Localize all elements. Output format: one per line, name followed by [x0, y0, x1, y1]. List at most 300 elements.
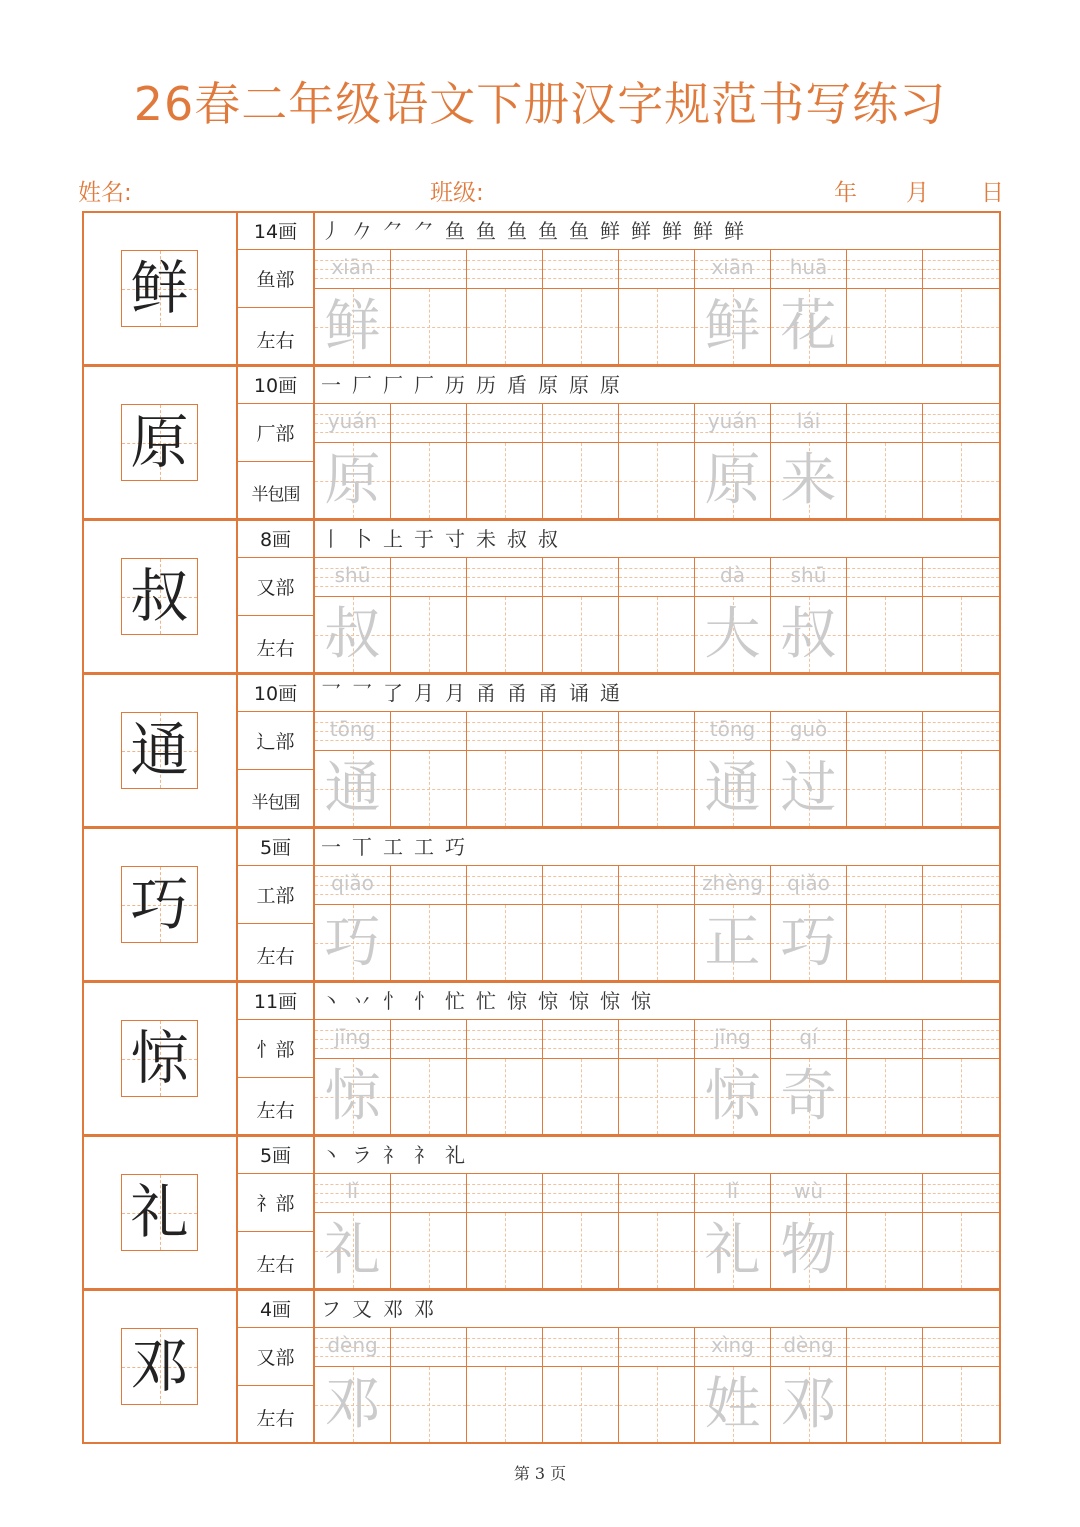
practice-cell[interactable]: [467, 250, 543, 364]
model-character: 通: [130, 716, 189, 784]
character-info: [238, 213, 315, 364]
writing-box: [695, 289, 770, 364]
structure: 左右: [256, 638, 295, 660]
pinyin-box: [543, 558, 618, 597]
model-character-cell: [84, 829, 238, 980]
stroke-count: 10画: [238, 367, 313, 404]
pinyin-box: [315, 558, 390, 597]
writing-box: [695, 1059, 770, 1134]
writing-box: [619, 751, 694, 826]
practice-cell[interactable]: [391, 1020, 467, 1134]
radical: 礻部: [238, 1174, 313, 1232]
writing-box: [467, 289, 542, 364]
writing-box: [391, 597, 466, 672]
practice-cell[interactable]: [543, 1328, 619, 1442]
pinyin-box: [923, 866, 999, 905]
character-trace: 礼: [704, 1218, 761, 1283]
pinyin-trace: zhèng: [702, 871, 763, 895]
character-trace: 姓: [704, 1372, 761, 1437]
practice-cell[interactable]: [467, 866, 543, 980]
stroke-step: 厂: [414, 373, 445, 397]
character-trace: 原: [704, 448, 761, 513]
pinyin-box: [923, 250, 999, 289]
pinyin-box: [695, 1328, 770, 1367]
pinyin-box: [543, 1020, 618, 1059]
writing-box: [847, 289, 922, 364]
practice-grid: [315, 1020, 999, 1134]
writing-box: [847, 1059, 922, 1134]
pinyin-trace: qiǎo: [787, 871, 830, 895]
writing-box: [391, 751, 466, 826]
pinyin-box: [467, 866, 542, 905]
stroke-step: 乛: [352, 681, 383, 705]
structure: 半包围: [251, 485, 300, 505]
pinyin-box: [771, 866, 846, 905]
practice-cell[interactable]: [619, 558, 695, 672]
model-character: 礼: [130, 1178, 189, 1246]
writing-box: [847, 905, 922, 980]
stroke-step: 叔: [507, 527, 538, 551]
stroke-step: 鲜: [600, 219, 631, 243]
practice-cell[interactable]: [923, 1020, 999, 1134]
writing-box: [619, 1213, 694, 1288]
pinyin-box: [315, 866, 390, 905]
pinyin-box: [391, 250, 466, 289]
pinyin-box: [771, 404, 846, 443]
practice-cell[interactable]: [847, 1328, 923, 1442]
practice-cell[interactable]: [695, 1328, 771, 1442]
stroke-order-sequence: [321, 1293, 445, 1325]
pinyin-box: [391, 1328, 466, 1367]
writing-box: [543, 443, 618, 518]
writing-box: [315, 1367, 390, 1442]
writing-box: [315, 905, 390, 980]
writing-box: [619, 1059, 694, 1134]
practice-cell[interactable]: [771, 866, 847, 980]
stroke-step: 鲜: [631, 219, 662, 243]
pinyin-trace: shū: [790, 563, 827, 587]
pinyin-trace: dèng: [327, 1333, 378, 1357]
practice-cell[interactable]: [391, 404, 467, 518]
model-character-box: [121, 712, 198, 789]
practice-cell[interactable]: [543, 1020, 619, 1134]
pinyin-box: [847, 866, 922, 905]
practice-cell[interactable]: [923, 1174, 999, 1288]
practice-cell[interactable]: [543, 404, 619, 518]
practice-grid: [315, 558, 999, 672]
pinyin-box: [619, 1020, 694, 1059]
name-label: 姓名:: [78, 180, 132, 206]
writing-box: [467, 751, 542, 826]
stroke-step: フ: [321, 1297, 352, 1321]
character-trace: 原: [324, 448, 381, 513]
pinyin-box: [695, 866, 770, 905]
character-info: [238, 367, 315, 518]
pinyin-box: [923, 558, 999, 597]
stroke-order-row: [315, 521, 999, 558]
practice-cell[interactable]: [923, 558, 999, 672]
writing-box: [695, 1367, 770, 1442]
class-label: 班级:: [430, 180, 484, 206]
pinyin-box: [923, 1328, 999, 1367]
practice-cell[interactable]: [695, 1174, 771, 1288]
stroke-step: 礼: [445, 1143, 476, 1167]
stroke-step: 礻: [414, 1143, 445, 1167]
pinyin-box: [391, 1174, 466, 1213]
character-trace: 邓: [780, 1372, 837, 1437]
pinyin-box: [695, 1174, 770, 1213]
model-character-box: [121, 1328, 198, 1405]
practice-cell[interactable]: [619, 1328, 695, 1442]
stroke-step: 鱼: [538, 219, 569, 243]
pinyin-box: [391, 558, 466, 597]
writing-box: [695, 597, 770, 672]
pinyin-box: [619, 1174, 694, 1213]
radical: 忄部: [238, 1020, 313, 1078]
character-block: [82, 1289, 1001, 1444]
stroke-step: 原: [538, 373, 569, 397]
stroke-count: 14画: [238, 213, 313, 250]
pinyin-box: [695, 558, 770, 597]
stroke-step: 鱼: [476, 219, 507, 243]
stroke-step: ラ: [352, 1143, 383, 1167]
stroke-step: 甬: [476, 681, 507, 705]
practice-cell[interactable]: [771, 404, 847, 518]
model-character: 鲜: [130, 254, 189, 322]
pinyin-box: [771, 1174, 846, 1213]
pinyin-box: [391, 1020, 466, 1059]
pinyin-box: [543, 404, 618, 443]
stroke-step: 忙: [445, 989, 476, 1013]
practice-cell[interactable]: [695, 404, 771, 518]
stroke-step: 盾: [507, 373, 538, 397]
pinyin-box: [543, 1174, 618, 1213]
stroke-order-sequence: [321, 1139, 476, 1171]
stroke-order-sequence: [321, 985, 662, 1017]
pinyin-trace: jīng: [714, 1025, 751, 1049]
structure: 左右: [256, 1100, 295, 1122]
pinyin-box: [923, 404, 999, 443]
structure: 左右: [256, 946, 295, 968]
character-trace: 大: [704, 602, 761, 667]
model-character-box: [121, 1020, 198, 1097]
practice-cell[interactable]: [771, 1020, 847, 1134]
practice-cell[interactable]: [543, 558, 619, 672]
practice-cell[interactable]: [543, 250, 619, 364]
pinyin-trace: jīng: [334, 1025, 371, 1049]
writing-box: [771, 1213, 846, 1288]
practice-cell[interactable]: [315, 1020, 391, 1134]
writing-box: [619, 597, 694, 672]
practice-cell[interactable]: [543, 866, 619, 980]
character-trace: 礼: [324, 1218, 381, 1283]
practice-grid: [315, 712, 999, 826]
practice-cell[interactable]: [619, 712, 695, 826]
writing-box: [467, 443, 542, 518]
character-trace: 奇: [780, 1064, 837, 1129]
practice-cell[interactable]: [391, 558, 467, 672]
practice-cell[interactable]: [847, 1174, 923, 1288]
pinyin-trace: dèng: [783, 1333, 834, 1357]
stroke-step: 鱼: [445, 219, 476, 243]
stroke-order-sequence: [321, 677, 631, 709]
character-block: [82, 365, 1001, 520]
practice-cell[interactable]: [695, 866, 771, 980]
stroke-step: 一: [321, 835, 352, 859]
practice-cell[interactable]: [771, 1174, 847, 1288]
practice-cell[interactable]: [619, 1020, 695, 1134]
pinyin-box: [391, 404, 466, 443]
practice-cell[interactable]: [315, 1328, 391, 1442]
practice-cell[interactable]: [619, 404, 695, 518]
writing-box: [315, 289, 390, 364]
practice-cell[interactable]: [695, 250, 771, 364]
stroke-step: 未: [476, 527, 507, 551]
pinyin-trace: xiān: [711, 255, 754, 279]
writing-box: [847, 751, 922, 826]
stroke-count: 5画: [238, 1137, 313, 1174]
practice-cell[interactable]: [315, 866, 391, 980]
practice-cell[interactable]: [619, 1174, 695, 1288]
model-character-box: [121, 1174, 198, 1251]
writing-box: [619, 289, 694, 364]
stroke-step: 鱼: [569, 219, 600, 243]
writing-box: [923, 1213, 999, 1288]
pinyin-trace: tōng: [329, 717, 376, 741]
stroke-step: 一: [321, 373, 352, 397]
radical: 鱼部: [238, 250, 313, 308]
writing-box: [695, 751, 770, 826]
pinyin-box: [847, 712, 922, 751]
stroke-step: 鲜: [662, 219, 693, 243]
practice-cell[interactable]: [923, 866, 999, 980]
character-block: [82, 1135, 1001, 1290]
writing-box: [315, 751, 390, 826]
pinyin-box: [695, 712, 770, 751]
writing-box: [695, 1213, 770, 1288]
stroke-step: 了: [383, 681, 414, 705]
pinyin-box: [467, 712, 542, 751]
pinyin-box: [315, 1328, 390, 1367]
practice-cell[interactable]: [771, 712, 847, 826]
practice-cell[interactable]: [695, 1020, 771, 1134]
stroke-order-row: [315, 675, 999, 712]
model-character: 邓: [130, 1332, 189, 1400]
practice-cell[interactable]: [467, 1020, 543, 1134]
practice-cell[interactable]: [391, 1328, 467, 1442]
character-info: [238, 675, 315, 826]
stroke-order-row: [315, 367, 999, 404]
practice-cell[interactable]: [619, 866, 695, 980]
practice-cell[interactable]: [695, 558, 771, 672]
writing-box: [619, 1367, 694, 1442]
stroke-step: 厂: [383, 373, 414, 397]
radical: 厂部: [238, 404, 313, 462]
stroke-order-row: [315, 829, 999, 866]
pinyin-box: [619, 558, 694, 597]
model-character: 叔: [130, 562, 189, 630]
pinyin-box: [543, 712, 618, 751]
writing-box: [543, 1059, 618, 1134]
pinyin-box: [315, 1174, 390, 1213]
pinyin-box: [543, 250, 618, 289]
writing-box: [543, 597, 618, 672]
stroke-step: 忄: [383, 989, 414, 1013]
character-trace: 通: [704, 756, 761, 821]
writing-box: [619, 443, 694, 518]
writing-box: [467, 905, 542, 980]
year-label: 年: [834, 180, 857, 206]
pinyin-trace: lǐ: [726, 1179, 739, 1203]
writing-box: [923, 289, 999, 364]
model-character-box: [121, 404, 198, 481]
practice-cell[interactable]: [391, 712, 467, 826]
pinyin-trace: qí: [799, 1025, 818, 1049]
pinyin-box: [315, 404, 390, 443]
stroke-step: 鲜: [724, 219, 755, 243]
practice-cell[interactable]: [847, 1020, 923, 1134]
pinyin-box: [771, 1020, 846, 1059]
radical: 又部: [238, 1328, 313, 1386]
pinyin-trace: qiǎo: [331, 871, 374, 895]
writing-box: [315, 1059, 390, 1134]
character-block: [82, 519, 1001, 674]
practice-cell[interactable]: [847, 866, 923, 980]
model-character-cell: [84, 367, 238, 518]
stroke-step: 丅: [352, 835, 383, 859]
practice-cell[interactable]: [391, 866, 467, 980]
practice-cell[interactable]: [543, 712, 619, 826]
stroke-step: 月: [445, 681, 476, 705]
practice-cell[interactable]: [771, 558, 847, 672]
writing-box: [771, 1367, 846, 1442]
pinyin-box: [315, 712, 390, 751]
practice-cell[interactable]: [467, 558, 543, 672]
model-character-box: [121, 558, 198, 635]
pinyin-box: [315, 250, 390, 289]
stroke-step: 上: [383, 527, 414, 551]
writing-box: [543, 905, 618, 980]
stroke-count: 5画: [238, 829, 313, 866]
character-block: [82, 211, 1001, 366]
pinyin-box: [847, 1328, 922, 1367]
practice-cell[interactable]: [847, 712, 923, 826]
practice-cell[interactable]: [847, 558, 923, 672]
structure: 左右: [256, 1254, 295, 1276]
writing-box: [771, 597, 846, 672]
practice-cell[interactable]: [315, 1174, 391, 1288]
pinyin-box: [467, 1328, 542, 1367]
character-trace: 正: [704, 910, 761, 975]
stroke-step: 惊: [600, 989, 631, 1013]
writing-box: [771, 1059, 846, 1134]
practice-cell[interactable]: [771, 250, 847, 364]
practice-cell[interactable]: [923, 404, 999, 518]
model-character-cell: [84, 521, 238, 672]
model-character-cell: [84, 675, 238, 826]
practice-cell[interactable]: [315, 712, 391, 826]
stroke-step: 诵: [569, 681, 600, 705]
practice-cell[interactable]: [391, 1174, 467, 1288]
stroke-step: 邓: [414, 1297, 445, 1321]
stroke-step: 于: [414, 527, 445, 551]
stroke-step: 丷: [352, 989, 383, 1013]
model-character: 惊: [130, 1024, 189, 1092]
model-character-cell: [84, 983, 238, 1134]
character-trace: 过: [780, 756, 837, 821]
practice-cell[interactable]: [695, 712, 771, 826]
writing-box: [771, 289, 846, 364]
pinyin-box: [543, 1328, 618, 1367]
practice-cell[interactable]: [923, 1328, 999, 1442]
practice-cell[interactable]: [315, 558, 391, 672]
practice-cell[interactable]: [467, 404, 543, 518]
pinyin-box: [467, 558, 542, 597]
practice-cell[interactable]: [391, 250, 467, 364]
character-info: [238, 829, 315, 980]
pinyin-box: [847, 250, 922, 289]
practice-cell[interactable]: [847, 404, 923, 518]
pinyin-box: [923, 712, 999, 751]
radical: 辶部: [238, 712, 313, 770]
writing-box: [771, 905, 846, 980]
pinyin-trace: lái: [796, 409, 821, 433]
pinyin-box: [619, 1328, 694, 1367]
pinyin-box: [543, 866, 618, 905]
stroke-step: 丶: [321, 1143, 352, 1167]
writing-box: [923, 597, 999, 672]
stroke-step: 工: [414, 835, 445, 859]
stroke-count: 4画: [238, 1291, 313, 1328]
pinyin-box: [467, 250, 542, 289]
pinyin-trace: yuán: [327, 409, 378, 433]
stroke-step: 乛: [321, 681, 352, 705]
pinyin-box: [315, 1020, 390, 1059]
pinyin-box: [619, 866, 694, 905]
pinyin-box: [847, 1174, 922, 1213]
model-character: 原: [130, 408, 189, 476]
model-character-cell: [84, 1137, 238, 1288]
stroke-step: 忙: [476, 989, 507, 1013]
character-trace: 巧: [780, 910, 837, 975]
writing-box: [315, 443, 390, 518]
pinyin-trace: yuán: [707, 409, 758, 433]
stroke-step: 寸: [445, 527, 476, 551]
practice-cell[interactable]: [467, 1328, 543, 1442]
stroke-step: 月: [414, 681, 445, 705]
practice-cell[interactable]: [543, 1174, 619, 1288]
practice-cell[interactable]: [923, 712, 999, 826]
stroke-count: 8画: [238, 521, 313, 558]
practice-cell[interactable]: [619, 250, 695, 364]
practice-cell[interactable]: [467, 1174, 543, 1288]
stroke-step: 鱼: [507, 219, 538, 243]
writing-box: [467, 597, 542, 672]
practice-cell[interactable]: [467, 712, 543, 826]
character-trace: 巧: [324, 910, 381, 975]
pinyin-trace: xiān: [331, 255, 374, 279]
practice-cell[interactable]: [315, 404, 391, 518]
practice-cell[interactable]: [847, 250, 923, 364]
writing-box: [467, 1367, 542, 1442]
stroke-count: 10画: [238, 675, 313, 712]
structure: 左右: [256, 1408, 295, 1430]
practice-cell[interactable]: [771, 1328, 847, 1442]
practice-cell[interactable]: [923, 250, 999, 364]
character-trace: 鲜: [324, 294, 381, 359]
practice-cell[interactable]: [315, 250, 391, 364]
model-character-box: [121, 866, 198, 943]
